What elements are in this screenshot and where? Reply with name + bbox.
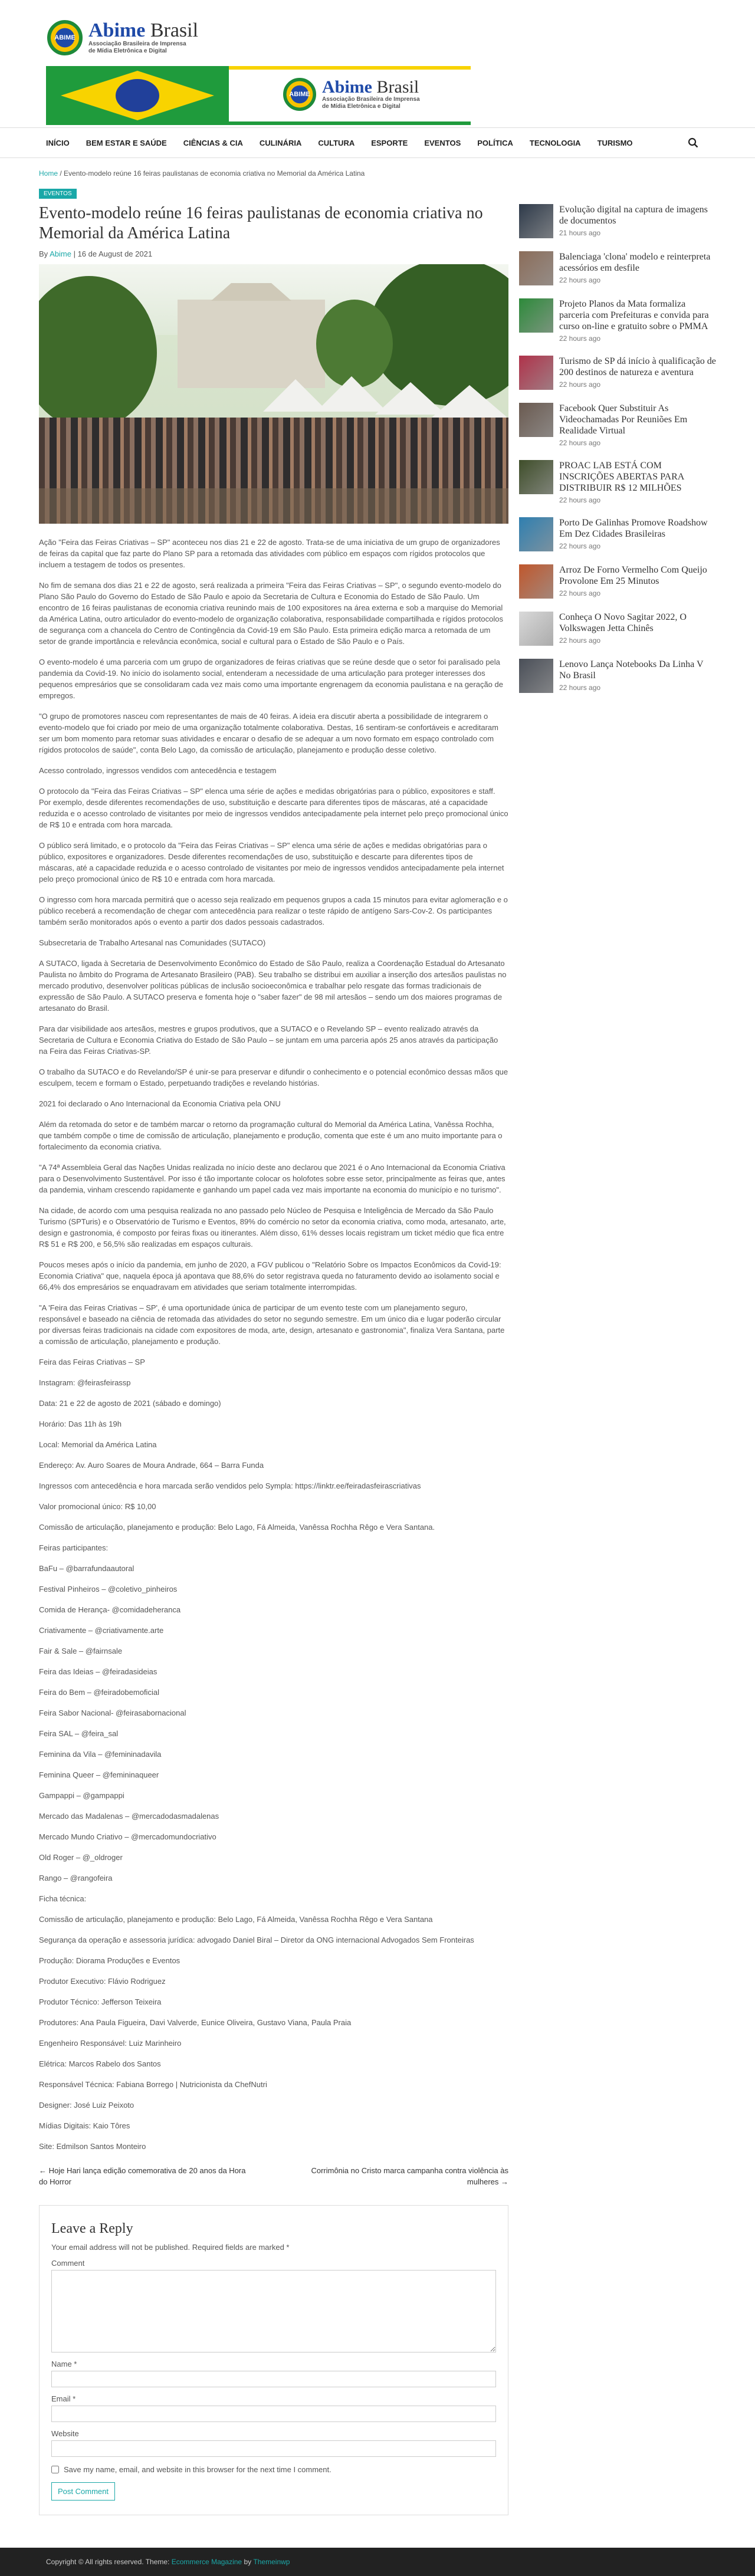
sidebar-post-time: 22 hours ago [559, 542, 601, 550]
article-paragraph: Comida de Herança- @comidadeheranca [39, 1605, 181, 1614]
article-paragraph: Engenheiro Responsável: Luiz Marinheiro [39, 2039, 182, 2048]
footer-by: by [242, 2558, 254, 2566]
article-paragraph: Ingressos com antecedência e hora marcada serão vendidos pelo Sympla: https://linktr.ee/feiradasfeirascriativas [39, 1481, 421, 1490]
hero-tent-2 [316, 376, 387, 412]
article-paragraph: Ação "Feira das Feiras Criativas – SP" aconteceu nos dias 21 e 22 de agosto. Trata-se de uma iniciativa de um grupo de organizadores de feiras da capital que faz parte do Plano SP para a retomada das atividades com público em espaços com rígidos protocolos que incluem a testagem de todos os presentes. [39, 538, 500, 569]
article-paragraph: Site: Edmilson Santos Monteiro [39, 2142, 146, 2151]
sidebar-post-time: 22 hours ago [559, 684, 601, 692]
post-comment-button[interactable]: Post Comment [51, 2482, 115, 2501]
article-paragraph: Feiras participantes: [39, 1543, 109, 1552]
article-paragraph: Feira Sabor Nacional- @feirasabornacional [39, 1708, 186, 1717]
article-paragraph: "O grupo de promotores nasceu com representantes de mais de 40 feiras. A ideia era discutir aberta a possibilidade de integrarem o evento-modelo que foi criado por meio de uma organização totalmente colaborativa. Destas, 16 sentiram-se confortáveis e acreditaram ser um bom momento para retomar suas atividades e encarar o desafio de se adequar a um novo formato em espaço controlado com rígidos protocolos de saúde", conta Belo Lago, da comissão de articulação, planejamento e produção desse coletivo. [39, 712, 498, 754]
sidebar-post-title[interactable]: PROAC LAB ESTÁ COM INSCRIÇÕES ABERTAS PARA DISTRIBUIR R$ 12 MILHÕES [559, 461, 684, 493]
nav-item-cultura[interactable]: CULTURA [318, 138, 355, 147]
article-paragraph: Segurança da operação e assessoria jurídica: advogado Daniel Biral – Diretor da ONG internacional Advogados Sem Fronteiras [39, 1936, 474, 1944]
article-date: 16 de August de 2021 [77, 249, 153, 258]
sidebar-post-time: 21 hours ago [559, 229, 601, 237]
byline-separator: | [73, 249, 78, 258]
article-paragraph: Feira das Ideias – @feiradasideias [39, 1667, 157, 1676]
article-paragraph: Valor promocional único: R$ 10,00 [39, 1502, 156, 1511]
sidebar-post-item[interactable] [519, 517, 716, 551]
logo-emblem [46, 19, 84, 57]
category-badge[interactable]: EVENTOS [39, 189, 77, 199]
article-paragraph: Comissão de articulação, planejamento e produção: Belo Lago, Fá Almeida, Vanêssa Rochha Rêgo e Vera Santana [39, 1915, 433, 1924]
banner-stripe-bottom [229, 121, 471, 125]
article-paragraph: Data: 21 e 22 de agosto de 2021 (sábado e domingo) [39, 1399, 221, 1408]
sidebar-post-time: 22 hours ago [559, 276, 601, 284]
sidebar-post-thumbnail[interactable] [519, 298, 553, 333]
article-body [39, 537, 508, 2152]
article-paragraph: Além da retomada do setor e de também marcar o retorno da programação cultural do Memorial da América Latina, Vanêssa Rochha, que também compõe o time de comissão de articulação, planejamento e produção, comenta que este é um ano muito importante para o fortalecimento da economia criativa. [39, 1120, 503, 1151]
article-paragraph: A SUTACO, ligada à Secretaria de Desenvolvimento Econômico do Estado de São Paulo, realiza a Coordenação Estadual do Artesanato Paulista no âmbito do Programa de Artesanato Brasileiro (PAB). Seu trabalho se distribui em auxiliar a inserção dos artesãos paulistas no mercado produtivo, desenvolver políticas públicas de inclusão socioeconômica e trabalhar pelo resgate das formas tradicionais de expressão de São Paulo. A SUTACO preserva e fomenta hoje o "saber fazer" de 98 mil artesãos – sendo um dos maiores programas de artesanato do Brasil. [39, 959, 507, 1013]
sidebar-post-item[interactable] [519, 356, 716, 390]
sidebar-post-item[interactable] [519, 659, 716, 693]
footer-theme-prefix: Theme: [143, 2558, 172, 2566]
featured-image [39, 264, 508, 524]
sidebar-post-title[interactable]: Projeto Planos da Mata formaliza parceria com Prefeituras e convida para curso on-line e gratuito sobre o PMMA [559, 299, 709, 331]
sidebar-post-item[interactable] [519, 564, 716, 599]
post-navigation [39, 2165, 508, 2187]
sidebar-post-title[interactable]: Evolução digital na captura de imagens de documentos [559, 205, 708, 226]
sidebar-post-thumbnail[interactable] [519, 564, 553, 599]
header-banner[interactable] [46, 66, 471, 125]
article-paragraph: Horário: Das 11h às 19h [39, 1420, 122, 1428]
site-logo[interactable] [46, 19, 198, 57]
sidebar-post-thumbnail[interactable] [519, 460, 553, 494]
article-paragraph: Mídias Digitais: Kaio Tôres [39, 2121, 130, 2130]
sidebar-post-thumbnail[interactable] [519, 517, 553, 551]
article-paragraph: Produtor Técnico: Jefferson Teixeira [39, 1997, 162, 2006]
hero-tree-mid [316, 300, 393, 388]
sidebar-post-item[interactable] [519, 251, 716, 285]
sidebar-post-title[interactable]: Porto De Galinhas Promove Roadshow Em Dez Cidades Brasileiras [559, 518, 708, 539]
article-paragraph: No fim de semana dos dias 21 e 22 de agosto, será realizada a primeira "Feira das Feiras Criativas – SP", o segundo evento-modelo do Plano São Paulo do Governo do Estado de São Paulo e apoio da Secretaria de Cultura e Economia do Estado de São Paulo. Um encontro de 16 feiras paulistanas de economia criativa reunindo mais de 100 expositores na área externa e sob a marquise do Memorial da América Latina, outro articulador do evento-modelo de organização colaborativa, responsabilidade compartilhada e rígidos protocolos de segurança com a chancela do Centro de Contingência da Covid-19 em São Paulo. Esta primeira edição marca a retomada de um setor de grande importância e relevância econômica, social e cultural para o Estado de São Paulo e o País. [39, 581, 503, 646]
banner-subtitle-1: Associação Brasileira de Imprensa [322, 96, 420, 103]
nav-item-culinaria[interactable]: CULINÁRIA [259, 138, 302, 147]
article-paragraph: O ingresso com hora marcada permitirá que o acesso seja realizado em pequenos grupos a cada 15 minutos para evitar aglomeração e o público receberá a recomendação de chegar com antecedência para realizar o teste rápido de antígeno Sars-Cov-2. Os participantes também serão monitorados após o evento a partir dos dados pessoais cadastrados. [39, 895, 508, 926]
sidebar-post-thumbnail[interactable] [519, 204, 553, 238]
article-paragraph: Feira das Feiras Criativas – SP [39, 1358, 145, 1366]
nav-item-politica[interactable]: POLÍTICA [477, 138, 513, 147]
sidebar-post-time: 22 hours ago [559, 636, 601, 645]
article-paragraph: Mercado Mundo Criativo – @mercadomundocriativo [39, 1832, 216, 1841]
sidebar-post-time: 22 hours ago [559, 380, 601, 389]
article-byline [39, 249, 508, 258]
article-paragraph: Poucos meses após o início da pandemia, em junho de 2020, a FGV publicou o "Relatório Sobre os Impactos Econômicos da Covid-19: Economia Criativa" que, naquela época já apontava que 88,6% do setor registrava queda no faturamento devido ao isolamento social e 66,4% dos empresários se enquadravam em atividades que seriam totalmente interrompidas. [39, 1260, 501, 1292]
comment-form [39, 2205, 508, 2515]
site-subtitle-2: de Mídia Eletrônica e Digital [88, 48, 167, 54]
article-paragraph: Na cidade, de acordo com uma pesquisa realizada no ano passado pelo Núcleo de Pesquisa e Inteligência de Mercado da São Paulo Turismo (SPTuris) e o Observatório de Turismo e Eventos, 89% do comércio no setor da economia criativa, como moda, artesanato, arte, design e gastronomia, é composto por feiras fixas ou itinerantes. Além disso, 61% desses locais registram um ticket médio que fica entre R$ 51 e R$ 200, e 56,5% são realizadas em espaços culturais. [39, 1206, 506, 1248]
banner-logo-emblem [282, 77, 317, 112]
byline-by: By [39, 249, 48, 258]
article-paragraph: Gampappi – @gampappi [39, 1791, 124, 1800]
sidebar-post-title[interactable]: Arroz De Forno Vermelho Com Queijo Provolone Em 25 Minutos [559, 565, 707, 586]
site-name-rest: Brasil [145, 19, 199, 41]
nav-item-turismo[interactable]: TURISMO [597, 138, 633, 147]
email-label: Email * [51, 2394, 76, 2403]
email-field[interactable] [51, 2406, 496, 2422]
sidebar-post-time: 22 hours ago [559, 589, 601, 597]
hero-building [178, 300, 325, 388]
article-paragraph: Instagram: @feirasfeirassp [39, 1378, 131, 1387]
article-main [39, 188, 508, 2515]
sidebar-post-item[interactable] [519, 612, 716, 646]
article-paragraph: Produtor Executivo: Flávio Rodriguez [39, 1977, 166, 1986]
search-icon[interactable] [688, 137, 698, 148]
article-paragraph: Ficha técnica: [39, 1894, 87, 1903]
article-paragraph: Feira do Bem – @feiradobemoficial [39, 1688, 159, 1697]
emblem-text: ABIME [54, 34, 76, 41]
sidebar-post-item[interactable] [519, 460, 716, 504]
sidebar-post-thumbnail[interactable] [519, 659, 553, 693]
sidebar-post-title[interactable]: Lenovo Lança Notebooks Da Linha V No Brasil [559, 659, 704, 681]
banner-site-name [322, 78, 420, 96]
article-paragraph: O evento-modelo é uma parceria com um grupo de organizadores de feiras criativas que se reúne desde que o setor foi paralisado pela pandemia da Covid-19. No início do isolamento social, entenderam a necessidade de uma articulação para proteger interesses dos pequenos empresários que se consolidaram cada vez mais como uma importante engrenagem da economia paulistana e na geração de empregos. [39, 658, 503, 700]
banner-emblem-text: ABIME [289, 91, 310, 98]
sidebar-post-title[interactable]: Facebook Quer Substituir As Videochamadas Por Reuniões Em Realidade Virtual [559, 403, 688, 436]
banner-subtitle-2: de Mídia Eletrônica e Digital [322, 103, 401, 110]
article-title: Evento-modelo reúne 16 feiras paulistanas de economia criativa no Memorial da América Latina [39, 204, 483, 242]
banner-site-name-rest: Brasil [372, 77, 419, 97]
cookie-checkbox[interactable] [51, 2466, 59, 2473]
article-paragraph: Criativamente – @criativamente.arte [39, 1626, 164, 1635]
article-paragraph: Subsecretaria de Trabalho Artesanal nas Comunidades (SUTACO) [39, 938, 266, 947]
banner-stripe-top [229, 66, 471, 70]
previous-post-link[interactable]: ← Hoje Hari lança edição comemorativa de 20 anos da Hora do Horror [39, 2166, 246, 2186]
article-paragraph: "A 74ª Assembleia Geral das Nações Unidas realizada no início deste ano declarou que 2021 é o Ano Internacional da Economia Criativa para o Desenvolvimento Sustentável. Por isso é tão importante colocar os holofotes sobre esse setor, principalmente as feiras que, antes da pandemia, vinham crescendo rapidamente e ganhando um papel cada vez mais importante na economia do município e no turismo". [39, 1163, 505, 1194]
sidebar-post-thumbnail[interactable] [519, 356, 553, 390]
site-subtitle-1: Associação Brasileira de Imprensa [88, 41, 186, 47]
article-paragraph: Designer: José Luiz Peixoto [39, 2101, 134, 2110]
breadcrumb [39, 169, 365, 178]
website-label: Website [51, 2429, 79, 2438]
banner-site-name-main: Abime [322, 77, 372, 97]
brazil-flag-image [46, 66, 229, 125]
nav-item-bem-estar[interactable]: BEM ESTAR E SAÚDE [86, 138, 167, 147]
name-label: Name * [51, 2360, 77, 2368]
comment-textarea[interactable] [51, 2270, 496, 2352]
hero-ground [39, 488, 508, 524]
site-footer [0, 2548, 755, 2576]
article-paragraph: Elétrica: Marcos Rabelo dos Santos [39, 2059, 161, 2068]
article-paragraph: Produtores: Ana Paula Figueira, Davi Valverde, Eunice Oliveira, Gustavo Viana, Paula Praia [39, 2018, 352, 2027]
site-name-main: Abime [88, 19, 146, 41]
nav-item-inicio[interactable]: INÍCIO [46, 138, 70, 147]
article-paragraph: O protocolo da "Feira das Feiras Criativas – SP" elenca uma série de ações e medidas obrigatórias para o público, expositores e staff. Por exemplo, desde diferentes recomendações de uso, substituição e descarte para diferentes tipos de máscaras, até a capacidade reduzida e o acesso controlado de visitantes por meio de ingressos vendidos antecipadamente pela internet pelo preço promocional único de R$ 10 e entrada com hora marcada. [39, 787, 508, 829]
cookie-consent [51, 2465, 496, 2474]
nav-item-tecnologia[interactable]: TECNOLOGIA [529, 138, 581, 147]
sidebar-post-item[interactable] [519, 204, 716, 238]
site-name [88, 21, 198, 41]
article-paragraph: Feminina Queer – @femininaqueer [39, 1770, 159, 1779]
article-paragraph: Feira SAL – @feira_sal [39, 1729, 119, 1738]
article-paragraph: Local: Memorial da América Latina [39, 1440, 157, 1449]
sidebar-post-time: 22 hours ago [559, 334, 601, 343]
site-header [0, 0, 755, 147]
article-paragraph: Acesso controlado, ingressos vendidos com antecedência e testagem [39, 766, 277, 775]
comment-heading: Leave a Reply [51, 2221, 133, 2236]
footer-theme-link[interactable]: Ecommerce Magazine [171, 2558, 242, 2566]
sidebar-post-thumbnail[interactable] [519, 403, 553, 437]
breadcrumb-current: Evento-modelo reúne 16 feiras paulistanas de economia criativa no Memorial da América Latina [64, 169, 365, 178]
article-paragraph: Endereço: Av. Auro Soares de Moura Andrade, 664 – Barra Funda [39, 1461, 264, 1470]
article-paragraph: Rango – @rangofeira [39, 1874, 113, 1882]
breadcrumb-home[interactable]: Home [39, 169, 58, 178]
article-paragraph: "A 'Feira das Feiras Criativas – SP', é uma oportunidade única de participar de um evento teste com um planejamento seguro, responsável e baseado na ciência de retomada das atividades do setor no segundo semestre. Em um único dia e lugar poderão circular por diversas feiras tradicionais na cidade com expositores de moda, arte, design, artesanato e gastronomia", finaliza Vera Santana, parte a comissão de articulação, planejamento e produção. [39, 1303, 505, 1346]
sidebar-post-thumbnail[interactable] [519, 251, 553, 285]
breadcrumb-separator: / [60, 169, 62, 178]
article-paragraph: Comissão de articulação, planejamento e produção: Belo Lago, Fá Almeida, Vanêssa Rochha Rêgo e Vera Santana. [39, 1523, 435, 1532]
article-paragraph: Old Roger – @_oldroger [39, 1853, 123, 1862]
sidebar-post-title[interactable]: Turismo de SP dá início à qualificação de 200 destinos de natureza e aventura [559, 356, 716, 377]
article-paragraph: O trabalho da SUTACO e do Revelando/SP é unir-se para preservar e difundir o conhecimento e o potencial econômico dessas mãos que esculpem, tecem e formam o Estado, perpetuando tradições e revelando histórias. [39, 1067, 508, 1087]
article-paragraph: Para dar visibilidade aos artesãos, mestres e grupos produtivos, que a SUTACO e o Revelando SP – evento realizado através da Secretaria de Cultura e Economia Criativa do Estado de São Paulo – se juntam em uma parceria após 25 anos através da participação na Feira das Feiras Criativas-SP. [39, 1024, 498, 1056]
website-field[interactable] [51, 2440, 496, 2457]
nav-item-esporte[interactable]: ESPORTE [371, 138, 408, 147]
article-paragraph: BaFu – @barrafundaautoral [39, 1564, 134, 1573]
article-paragraph: Produção: Diorama Produções e Eventos [39, 1956, 180, 1965]
cookie-label: Save my name, email, and website in this browser for the next time I comment. [64, 2465, 331, 2474]
sidebar-post-item[interactable] [519, 403, 716, 447]
next-post-link[interactable]: Corrimônia no Cristo marca campanha contra violência às mulheres → [311, 2166, 508, 2186]
article-paragraph: Festival Pinheiros – @coletivo_pinheiros [39, 1585, 178, 1593]
article-paragraph: Feminina da Vila – @femininadavila [39, 1750, 162, 1759]
sidebar-post-title[interactable]: Conheça O Novo Sagitar 2022, O Volkswagen Jetta Chinês [559, 612, 687, 633]
footer-author-link[interactable]: Themeinwp [253, 2558, 290, 2566]
sidebar-post-thumbnail[interactable] [519, 612, 553, 646]
nav-item-eventos[interactable]: EVENTOS [424, 138, 461, 147]
sidebar-post-item[interactable] [519, 298, 716, 343]
article-paragraph: 2021 foi declarado o Ano Internacional da Economia Criativa pela ONU [39, 1099, 281, 1108]
footer-copyright: Copyright © All rights reserved. [46, 2558, 144, 2566]
article-paragraph: O público será limitado, e o protocolo da "Feira das Feiras Criativas – SP" elenca uma série de ações e medidas obrigatórias para o público, expositores e organizadores. Desde diferentes recomendações de uso, substituição e descarte para diferentes tipos de máscaras, até a capacidade reduzida e o acesso controlado de visitantes por meio de ingressos vendidos antecipadamente pela internet pelo preço promocional único de R$ 10 e entrada com hora marcada. [39, 841, 504, 883]
author-link[interactable]: Abime [50, 249, 71, 258]
sidebar-post-title[interactable]: Balenciaga 'clona' modelo e reinterpreta acessórios em desfile [559, 252, 711, 273]
banner-logo [282, 77, 420, 112]
sidebar-recent-posts [519, 204, 716, 706]
sidebar-post-time: 22 hours ago [559, 439, 601, 447]
nav-item-ciencias[interactable]: CIÊNCIAS & CIA [183, 138, 243, 147]
comment-note: Your email address will not be published. Required fields are marked * [51, 2243, 290, 2252]
name-field[interactable] [51, 2371, 496, 2387]
article-paragraph: Responsável Técnica: Fabiana Borrego | Nutricionista da ChefNutri [39, 2080, 267, 2089]
comment-label: Comment [51, 2259, 85, 2268]
article-paragraph: Mercado das Madalenas – @mercadodasmadalenas [39, 1812, 219, 1821]
main-navigation [0, 127, 755, 158]
sidebar-post-time: 22 hours ago [559, 496, 601, 504]
article-paragraph: Fair & Sale – @fairnsale [39, 1647, 123, 1655]
